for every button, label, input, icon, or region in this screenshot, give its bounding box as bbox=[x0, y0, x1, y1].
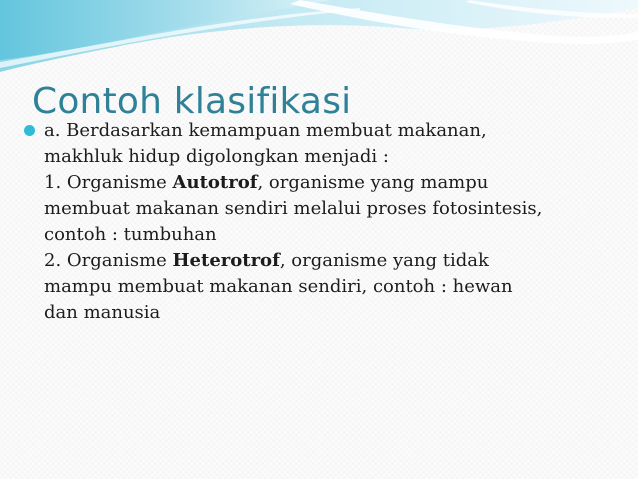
body-line: mampu membuat makanan sendiri, contoh : hewan bbox=[44, 276, 513, 297]
bullet-icon bbox=[24, 125, 35, 136]
body-line: a. Berdasarkan kemampuan membuat makanan, bbox=[44, 120, 487, 141]
bullet-item bbox=[16, 118, 606, 326]
item-autotrof-line bbox=[44, 170, 606, 196]
term-heterotrof: Heterotrof bbox=[172, 250, 280, 271]
body-line: membuat makanan sendiri melalui proses fotosintesis, bbox=[44, 198, 543, 219]
item-prefix: 2. Organisme bbox=[44, 250, 173, 271]
term-autotrof: Autotrof bbox=[172, 172, 258, 193]
slide-title: Contoh klasifikasi bbox=[32, 81, 352, 122]
body-line: makhluk hidup digolongkan menjadi : bbox=[44, 146, 389, 167]
item-suffix: , organisme yang mampu bbox=[257, 172, 489, 193]
body-line: dan manusia bbox=[44, 302, 161, 323]
header-wave-decoration bbox=[0, 0, 638, 90]
item-heterotrof-line bbox=[44, 248, 606, 274]
slide-body bbox=[16, 118, 606, 326]
item-prefix: 1. Organisme bbox=[44, 172, 173, 193]
item-suffix: , organisme yang tidak bbox=[279, 250, 489, 271]
body-line: contoh : tumbuhan bbox=[44, 224, 217, 245]
